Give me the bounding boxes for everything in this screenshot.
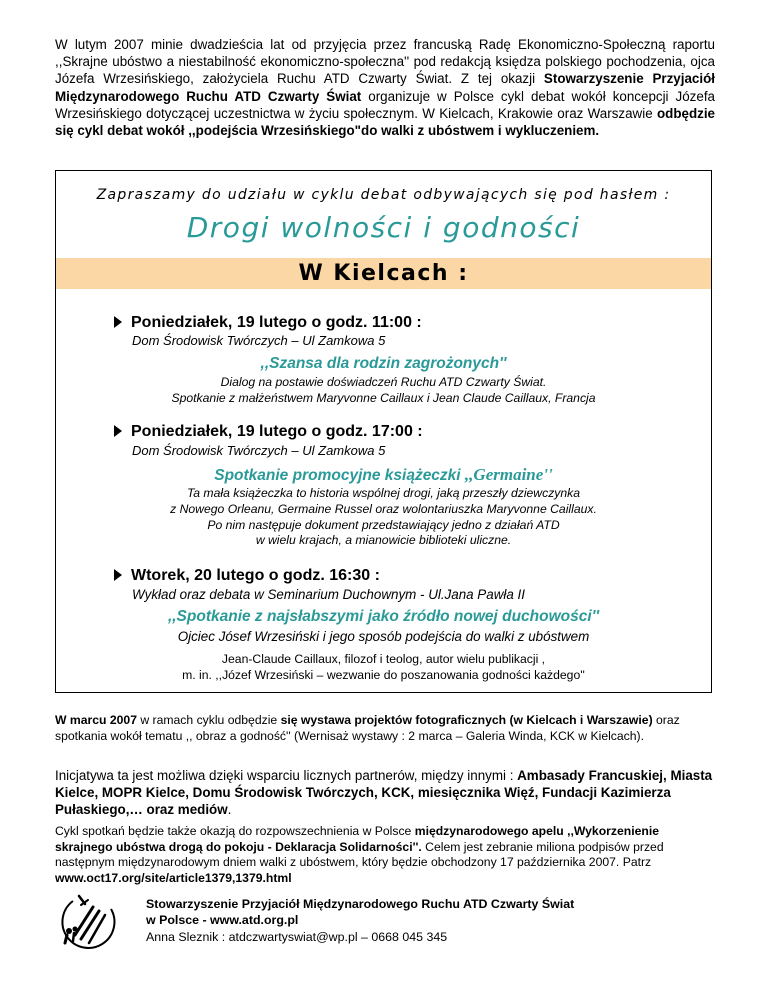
exhibition-paragraph: W marcu 2007 w ramach cyklu odbędzie się wystawa projektów fotograficznych (w Kielcach i Warszawie) oraz spotkania wokół tematu ,, obraz a godność'' (Wernisaż wystawy : 2 marca – Galeria Winda, KCK w Kielcach). (55, 713, 680, 743)
motto-title: Drogi wolności i godności (186, 211, 581, 244)
event-1-description: Dialog na postawie doświadczeń Ruchu ATD Czwarty Świat. Spotkanie z małżeństwem Maryvonne Caillaux i Jean Claude Caillaux, Francja (171, 375, 596, 405)
event-3-heading: Wtorek, 20 lutego o godz. 16:30 : (114, 567, 380, 585)
footer-contact-line: Anna Sleznik : atdczwartyswiat@wp.pl – 0668 045 345 (146, 929, 448, 944)
footer-contact (146, 896, 574, 945)
partners-paragraph: Inicjatywa ta jest możliwa dzięki wsparciu licznych partnerów, między innymi : Ambasady Francuskiej, Miasta Kielce, MOPR Kielce, Domu Środowisk Twórczych, KCK, miesięcznika Więź, Fundacji Kazimierza Pułaskiego,… oraz mediów. (55, 768, 713, 817)
triangle-right-icon (114, 425, 122, 437)
event-1-title: ,,Szansa dla rodzin zagrożonych'' (260, 355, 507, 372)
event-2-place: Dom Środowisk Twórczych – Ul Zamkowa 5 (132, 443, 386, 458)
footer-org: Stowarzyszenie Przyjaciół Międzynarodowego Ruchu ATD Czwarty Świat (146, 897, 575, 911)
event-3-title: ,,Spotkanie z najsłabszymi jako źródło nowej duchowości'' (167, 608, 600, 625)
triangle-right-icon (114, 569, 122, 581)
event-2-description: Ta mała książeczka to historia wspólnej drogi, jaką przeszły dziewczynka z Nowego Orleanu, Germaine Russel oraz wolontariuszka Maryvonne Caillaux. Po nim następuje dokument przedstawiający jedno z działań ATD w wielu krajach, a mianowicie biblioteki uliczne. (170, 486, 597, 548)
invitation-line: Zapraszamy do udziału w cyklu debat odbywających się pod hasłem : (96, 187, 671, 203)
event-3-place: Wykład oraz debata w Seminarium Duchownym - Ul.Jana Pawła II (132, 587, 525, 602)
intro-paragraph: W lutym 2007 minie dwadzieścia lat od przyjęcia przez francuską Radę Ekonomiczno-Społeczną raportu ,,Skrajne ubóstwo a niestabilność ekonomiczno-społeczna'' pod redakcją księdza polskiego pochodzenia, ojca Józefa Wrzesińskiego, założyciela Ruchu ATD Czwarty Świat. Z tej okazji Stowarzyszenie Przyjaciół Międzynarodowego Ruchu ATD Czwarty Świat organizuje w Polsce cykl debat wokół koncepcji Józefa Wrzesińskiego dotyczącej uczestnictwa w życiu społecznym. W Kielcach, Krakowie oraz Warszawie odbędzie się cykl debat wokół ,,podejścia Wrzesińskiego"do walki z ubóstwem i wykluczeniem. (55, 37, 715, 139)
event-2-heading: Poniedziałek, 19 lutego o godz. 17:00 : (114, 423, 423, 441)
appeal-paragraph: Cykl spotkań będzie także okazją do rozpowszechnienia w Polsce międzynarodowego apelu ,,Wykorzenienie skrajnego ubóstwa drogą do pokoju - Deklaracja Solidarności''. Celem jest zebranie miliona podpisów przed następnym międzynarodowym dniem walki z ubóstwem, który będzie obchodzony 17 października 2007. Patrz www.oct17.org/site/article1379,1379.html (55, 824, 664, 885)
footer-web: w Polsce - www.atd.org.pl (146, 913, 299, 928)
atd-logo-icon (55, 887, 119, 957)
event-2-title: Spotkanie promocyjne książeczki ,,Germaine'' (214, 465, 553, 484)
event-1-place: Dom Środowisk Twórczych – Ul Zamkowa 5 (132, 333, 386, 348)
city-heading: W Kielcach : (56, 258, 711, 289)
event-1-heading: Poniedziałek, 19 lutego o godz. 11:00 : (114, 314, 422, 332)
event-3-subtitle: Ojciec Jósef Wrzesiński i jego sposób podejścia do walki z ubóstwem (177, 629, 590, 644)
triangle-right-icon (114, 316, 122, 328)
event-box (55, 170, 712, 693)
event-3-note: Jean-Claude Caillaux, filozof i teolog, autor wielu publikacji , m. in. ,,Józef Wrzesiński – wezwanie do poszanowania godności każdego'' (182, 652, 585, 682)
